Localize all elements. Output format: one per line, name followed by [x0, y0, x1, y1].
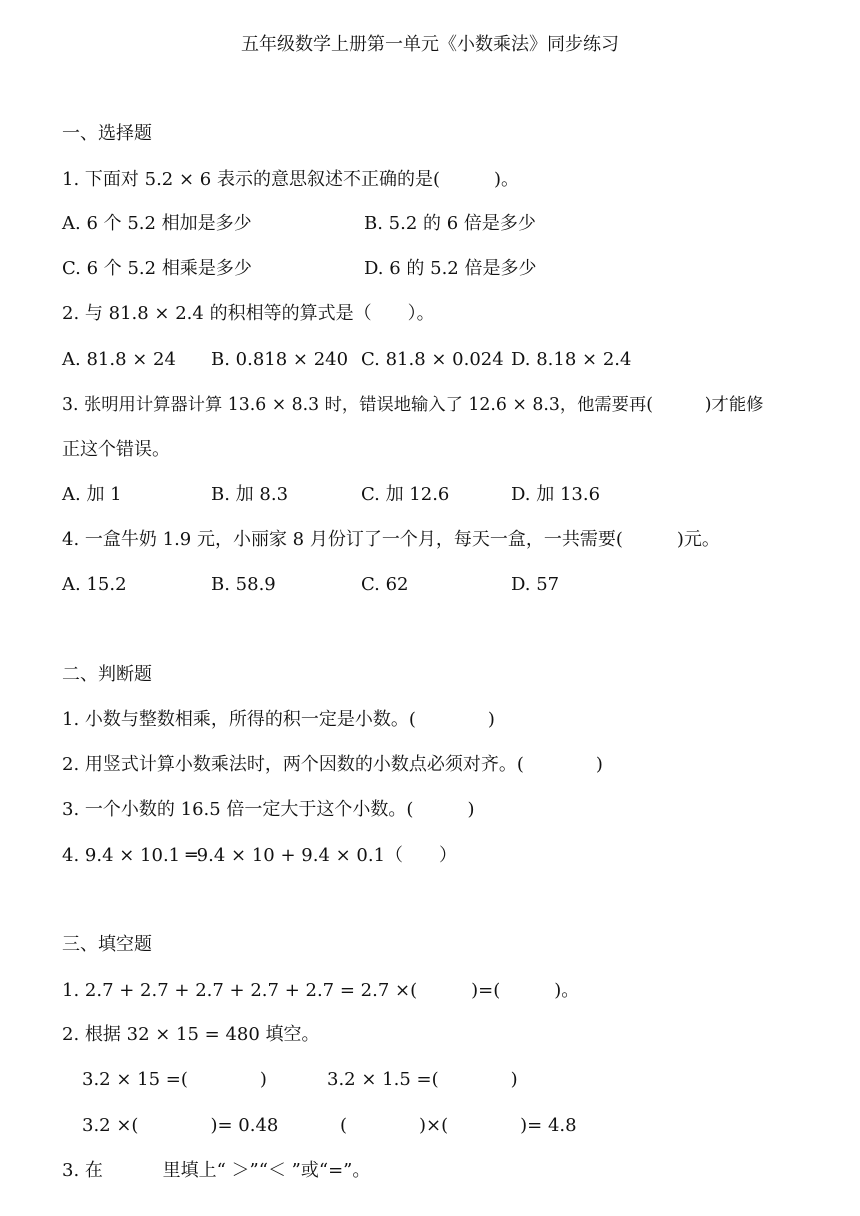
choice-q3-option-c: C. 加 12.6: [361, 484, 450, 505]
choice-q2-option-a: A. 81.8 × 24: [62, 349, 176, 370]
section-heading-fill: 三、填空题: [62, 934, 152, 955]
judge-q3: 3. 一个小数的 16.5 倍一定大于这个小数。( ): [62, 799, 475, 820]
judge-q2: 2. 用竖式计算小数乘法时，两个因数的小数点必须对齐。( ): [62, 754, 603, 775]
choice-q1-option-d: D. 6 的 5.2 倍是多少: [364, 258, 537, 279]
choice-q2-stem: 2. 与 81.8 × 2.4 的积相等的算式是（ ）。: [62, 303, 435, 324]
section-heading-choice: 一、选择题: [62, 123, 152, 144]
judge-q1: 1. 小数与整数相乘，所得的积一定是小数。( ): [62, 709, 495, 730]
choice-q4-option-c: C. 62: [361, 574, 409, 595]
choice-q4-option-b: B. 58.9: [211, 574, 276, 595]
choice-q2-option-c: C. 81.8 × 0.024: [361, 349, 504, 370]
fill-q2-item-2: 3.2 × 1.5 =( ): [327, 1069, 518, 1090]
fill-q2-item-3: 3.2 ×( )= 0.48: [82, 1115, 279, 1136]
choice-q1-option-a: A. 6 个 5.2 相加是多少: [62, 213, 252, 234]
fill-q3: 3. 在 里填上“ ＞”“＜ ”或“=”。: [62, 1160, 371, 1181]
choice-q1-option-b: B. 5.2 的 6 倍是多少: [364, 213, 536, 234]
fill-q2-stem: 2. 根据 32 × 15 = 480 填空。: [62, 1024, 320, 1045]
choice-q1-option-c: C. 6 个 5.2 相乘是多少: [62, 258, 252, 279]
choice-q1-stem: 1. 下面对 5.2 × 6 表示的意思叙述不正确的是( )。: [62, 169, 519, 190]
fill-q2-item-4: ( )×( )= 4.8: [340, 1115, 577, 1136]
section-heading-judge: 二、判断题: [62, 664, 152, 685]
choice-q4-stem: 4. 一盒牛奶 1.9 元，小丽家 8 月份订了一个月，每天一盒，一共需要( )元。: [62, 529, 720, 550]
judge-q4: 4. 9.4 × 10.1 ═9.4 × 10 + 9.4 × 0.1（ ）: [62, 845, 458, 866]
choice-q3-option-a: A. 加 1: [62, 484, 122, 505]
choice-q4-option-d: D. 57: [511, 574, 560, 595]
choice-q4-option-a: A. 15.2: [62, 574, 127, 595]
fill-q2-item-1: 3.2 × 15 =( ): [82, 1069, 267, 1090]
choice-q2-option-b: B. 0.818 × 240: [211, 349, 349, 370]
page-title: 五年级数学上册第一单元《小数乘法》同步练习: [241, 34, 619, 55]
choice-q3-stem-line1: 3. 张明用计算器计算 13.6 × 8.3 时，错误地输入了 12.6 × 8.3，他需要再( )才能修: [62, 395, 764, 415]
choice-q3-option-d: D. 加 13.6: [511, 484, 601, 505]
choice-q2-option-d: D. 8.18 × 2.4: [511, 349, 632, 370]
choice-q3-stem-line2: 正这个错误。: [62, 439, 170, 460]
fill-q1: 1. 2.7 + 2.7 + 2.7 + 2.7 + 2.7 = 2.7 ×( )=( )。: [62, 980, 580, 1001]
choice-q3-option-b: B. 加 8.3: [211, 484, 289, 505]
